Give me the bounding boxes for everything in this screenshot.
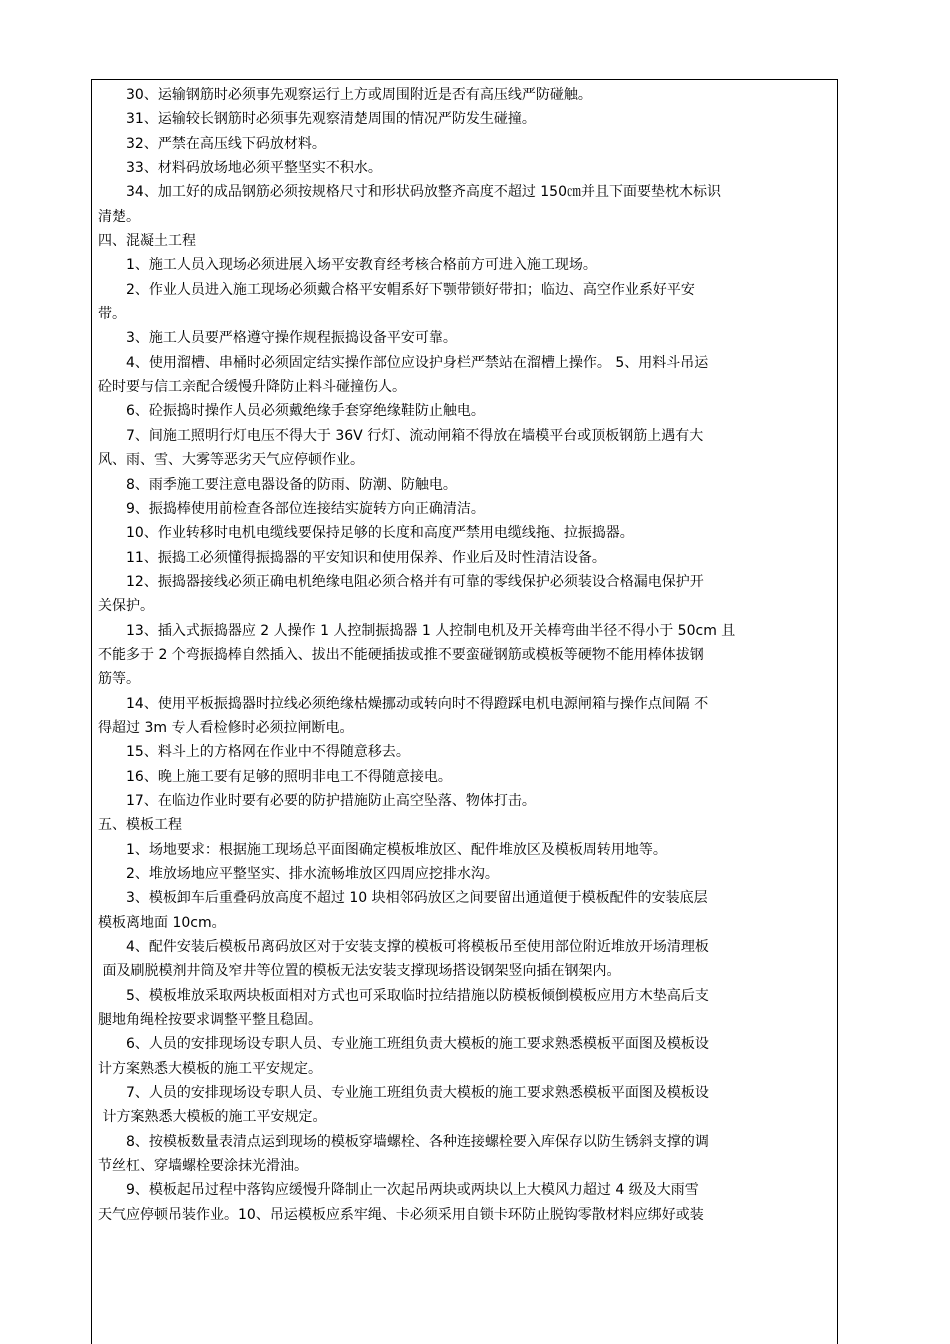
text-line: 7、间施工照明行灯电压不得大于 36V 行灯、流动闸箱不得放在墙模平台或顶板钢筋上遇有大	[126, 427, 704, 444]
text-line: 34、加工好的成品钢筋必须按规格尺寸和形状码放整齐高度不超过 150㎝并且下面要垫枕木标识	[126, 184, 721, 201]
text-line: 风、雨、雪、大雾等恶劣天气应停顿作业。	[98, 452, 364, 469]
text-line: 8、按模板数量表清点运到现场的模板穿墙螺栓、各种连接螺栓要入库保存以防生锈斜支撑的调	[126, 1133, 709, 1150]
text-line: 12、振捣器接线必须正确电机绝缘电阻必须合格并有可靠的零线保护必须装设合格漏电保护开	[126, 573, 704, 590]
text-line: 四、混凝土工程	[98, 233, 196, 250]
text-line: 不能多于 2 个弯振捣棒自然插入、拔出不能硬插拔或推不要蛮碰钢筋或模板等硬物不能用棒体拔钢	[98, 646, 704, 663]
text-line: 关保护。	[98, 598, 154, 615]
text-line: 31、运输较长钢筋时必须事先观察清楚周围的情况严防发生碰撞。	[126, 111, 536, 128]
text-line: 2、堆放场地应平整坚实、排水流畅堆放区四周应挖排水沟。	[126, 866, 499, 882]
text-line: 面及刷脱模剂井筒及窄井等位置的模板无法安装支撑现场搭设钢架竖向插在钢架内。	[98, 963, 621, 980]
text-line: 得超过 3m 专人看检修时必须拉闸断电。	[98, 719, 354, 736]
text-line: 7、人员的安排现场设专职人员、专业施工班组负责大模板的施工要求熟悉模板平面图及模板设	[126, 1085, 709, 1102]
text-line: 15、料斗上的方格网在作业中不得随意移去。	[126, 744, 410, 761]
text-line: 计方案熟悉大模板的施工平安规定。	[98, 1060, 322, 1077]
text-line: 3、模板卸车后重叠码放高度不超过 10 块相邻码放区之间要留出通道便于模板配件的安装底层	[126, 890, 708, 907]
text-line: 1、施工人员入现场必须进展入场平安教育经考核合格前方可进入施工现场。	[126, 257, 597, 274]
text-line: 模板离地面 10cm。	[98, 914, 226, 931]
text-line: 腿地角绳栓按要求调整平整且稳固。	[98, 1012, 322, 1029]
text-line: 3、施工人员要严格遵守操作规程振捣设备平安可靠。	[126, 330, 457, 347]
text-line: 16、晚上施工要有足够的照明非电工不得随意接电。	[126, 768, 452, 785]
text-line: 4、配件安装后模板吊离码放区对于安装支撑的模板可将模板吊至使用部位附近堆放开场清理板	[126, 939, 709, 956]
text-line: 13、插入式振捣器应 2 人操作 1 人控制振捣器 1 人控制电机及开关棒弯曲半径不得小于 50cm 且	[126, 622, 736, 639]
text-line: 6、人员的安排现场设专职人员、专业施工班组负责大模板的施工要求熟悉模板平面图及模板设	[126, 1036, 709, 1053]
text-line: 计方案熟悉大模板的施工平安规定。	[98, 1109, 327, 1126]
text-line: 天气应停顿吊装作业。10、吊运模板应系牢绳、卡必须采用自锁卡环防止脱钩零散材料应绑好或装	[98, 1206, 704, 1223]
text-line: 30、运输钢筋时必须事先观察运行上方或周围附近是否有高压线严防碰触。	[126, 87, 592, 103]
text-line: 17、在临边作业时要有必要的防护措施防止高空坠落、物体打击。	[126, 792, 536, 809]
text-line: 4、使用溜槽、串桶时必须固定结实操作部位应设护身栏严禁站在溜槽上操作。 5、用料斗吊运	[126, 354, 709, 371]
text-line: 33、材料码放场地必须平整坚实不积水。	[126, 160, 382, 177]
text-line: 带。	[98, 306, 126, 323]
text-line: 14、使用平板振捣器时拉线必须绝缘枯燥挪动或转向时不得蹬踩电机电源闸箱与操作点间隔 不	[126, 695, 709, 712]
text-line: 6、砼振捣时操作人员必须戴绝缘手套穿绝缘鞋防止触电。	[126, 403, 485, 420]
text-line: 2、作业人员进入施工现场必须戴合格平安帽系好下颚带锁好带扣；临边、高空作业系好平安	[126, 281, 695, 298]
text-line: 8、雨季施工要注意电器设备的防雨、防潮、防触电。	[126, 476, 457, 493]
text-line: 9、振捣棒使用前检查各部位连接结实旋转方向正确清洁。	[126, 500, 485, 517]
text-line: 1、场地要求：根据施工现场总平面图确定模板堆放区、配件堆放区及模板周转用地等。	[126, 841, 667, 858]
text-line: 5、模板堆放采取两块板面相对方式也可采取临时拉结措施以防模板倾倒模板应用方木垫高后支	[126, 987, 709, 1004]
text-line: 9、模板起吊过程中落钩应缓慢升降制止一次起吊两块或两块以上大模风力超过 4 级及大雨雪	[126, 1182, 699, 1199]
document-body	[98, 83, 830, 1227]
text-line: 11、振捣工必须懂得振捣器的平安知识和使用保养、作业后及时性清洁设备。	[126, 549, 606, 566]
text-line: 清楚。	[98, 208, 140, 225]
text-line: 砼时要与信工亲配合缓慢升降防止料斗碰撞伤人。	[98, 379, 406, 396]
text-line: 五、模板工程	[98, 817, 182, 834]
text-line: 筋等。	[98, 671, 140, 688]
text-line: 节丝杠、穿墙螺栓要涂抹光滑油。	[98, 1158, 308, 1175]
text-line: 10、作业转移时电机电缆线要保持足够的长度和高度严禁用电缆线拖、拉振捣器。	[126, 525, 634, 542]
text-line: 32、严禁在高压线下码放材料。	[126, 135, 326, 152]
